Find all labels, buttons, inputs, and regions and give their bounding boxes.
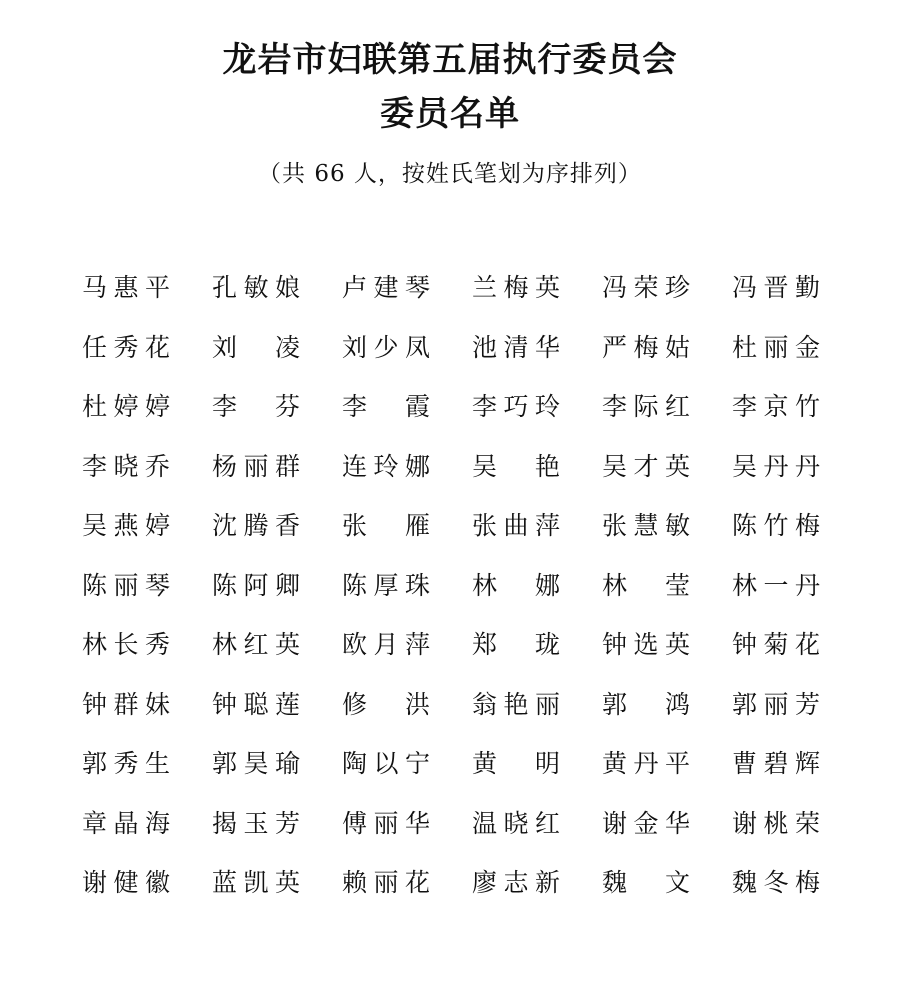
member-name: 严 梅 姑 bbox=[602, 332, 690, 362]
member-name: 杜 丽 金 bbox=[732, 332, 820, 362]
member-name: 郭 秀 生 bbox=[82, 749, 170, 778]
member-name: 曹 碧 辉 bbox=[732, 749, 820, 778]
member-name: 翁 艳 丽 bbox=[472, 689, 560, 719]
member-name: 廖 志 新 bbox=[472, 868, 560, 897]
member-name: 连 玲 娜 bbox=[342, 451, 430, 481]
member-name: 陈 阿 卿 bbox=[212, 570, 300, 600]
member-name: 钟 选 英 bbox=[602, 630, 690, 659]
member-name: 池 清 华 bbox=[472, 332, 560, 362]
member-name: 温 晓 红 bbox=[472, 808, 560, 838]
member-name: 刘 凌 bbox=[212, 332, 300, 362]
member-name: 马 惠 平 bbox=[82, 273, 170, 302]
member-name: 魏 冬 梅 bbox=[732, 868, 820, 897]
member-name: 陶 以 宁 bbox=[342, 749, 430, 778]
member-name: 吴 艳 bbox=[472, 451, 560, 481]
member-name-grid bbox=[82, 266, 842, 921]
member-name: 任 秀 花 bbox=[82, 332, 170, 362]
member-name: 刘 少 凤 bbox=[342, 332, 430, 362]
member-name: 李 芬 bbox=[212, 392, 300, 421]
member-name: 谢 健 徽 bbox=[82, 868, 170, 897]
member-name: 林 一 丹 bbox=[732, 570, 820, 600]
member-name: 兰 梅 英 bbox=[472, 273, 560, 302]
member-name: 吴 燕 婷 bbox=[82, 511, 170, 540]
member-name: 张 雁 bbox=[342, 511, 430, 540]
member-name: 钟 群 妹 bbox=[82, 689, 170, 719]
member-name: 黄 丹 平 bbox=[602, 749, 690, 778]
member-name: 吴 才 英 bbox=[602, 451, 690, 481]
member-name: 冯 晋 勤 bbox=[732, 273, 820, 302]
member-name: 陈 竹 梅 bbox=[732, 511, 820, 540]
member-name: 修 洪 bbox=[342, 689, 430, 719]
member-name: 吴 丹 丹 bbox=[732, 451, 820, 481]
member-name: 陈 厚 珠 bbox=[342, 570, 430, 600]
member-name: 郑 珑 bbox=[472, 630, 560, 659]
member-name: 陈 丽 琴 bbox=[82, 570, 170, 600]
member-name: 郭 丽 芳 bbox=[732, 689, 820, 719]
member-name: 傅 丽 华 bbox=[342, 808, 430, 838]
member-name: 孔 敏 娘 bbox=[212, 273, 300, 302]
member-name: 李 霞 bbox=[342, 392, 430, 421]
member-name: 钟 菊 花 bbox=[732, 630, 820, 659]
member-name: 林 娜 bbox=[472, 570, 560, 600]
member-name: 揭 玉 芳 bbox=[212, 808, 300, 838]
member-name: 林 红 英 bbox=[212, 630, 300, 659]
document-title: 龙岩市妇联第五届执行委员会 bbox=[222, 40, 678, 80]
member-name: 郭 鸿 bbox=[602, 689, 690, 719]
member-name: 卢 建 琴 bbox=[342, 273, 430, 302]
member-name: 李 京 竹 bbox=[732, 392, 820, 421]
member-name: 蓝 凯 英 bbox=[212, 868, 300, 897]
member-name: 谢 金 华 bbox=[602, 808, 690, 838]
member-name: 沈 腾 香 bbox=[212, 511, 300, 540]
member-name: 李 巧 玲 bbox=[472, 392, 560, 421]
member-name: 钟 聪 莲 bbox=[212, 689, 300, 719]
member-name: 魏 文 bbox=[602, 868, 690, 897]
member-name: 林 莹 bbox=[602, 570, 690, 600]
member-name: 张 曲 萍 bbox=[472, 511, 560, 540]
member-name: 林 长 秀 bbox=[82, 630, 170, 659]
member-count-note: （共 66 人，按姓氏笔划为序排列） bbox=[258, 161, 642, 187]
document-subtitle-heading: 委员名单 bbox=[380, 94, 520, 134]
member-name: 李 际 红 bbox=[602, 392, 690, 421]
member-name: 欧 月 萍 bbox=[342, 630, 430, 659]
member-name: 杨 丽 群 bbox=[212, 451, 300, 481]
member-name: 杜 婷 婷 bbox=[82, 392, 170, 421]
member-name: 章 晶 海 bbox=[82, 808, 170, 838]
member-name: 张 慧 敏 bbox=[602, 511, 690, 540]
member-name: 赖 丽 花 bbox=[342, 868, 430, 897]
member-name: 郭 昊 瑜 bbox=[212, 749, 300, 778]
member-name: 谢 桃 荣 bbox=[732, 808, 820, 838]
member-name: 李 晓 乔 bbox=[82, 451, 170, 481]
member-name: 黄 明 bbox=[472, 749, 560, 778]
member-name: 冯 荣 珍 bbox=[602, 273, 690, 302]
